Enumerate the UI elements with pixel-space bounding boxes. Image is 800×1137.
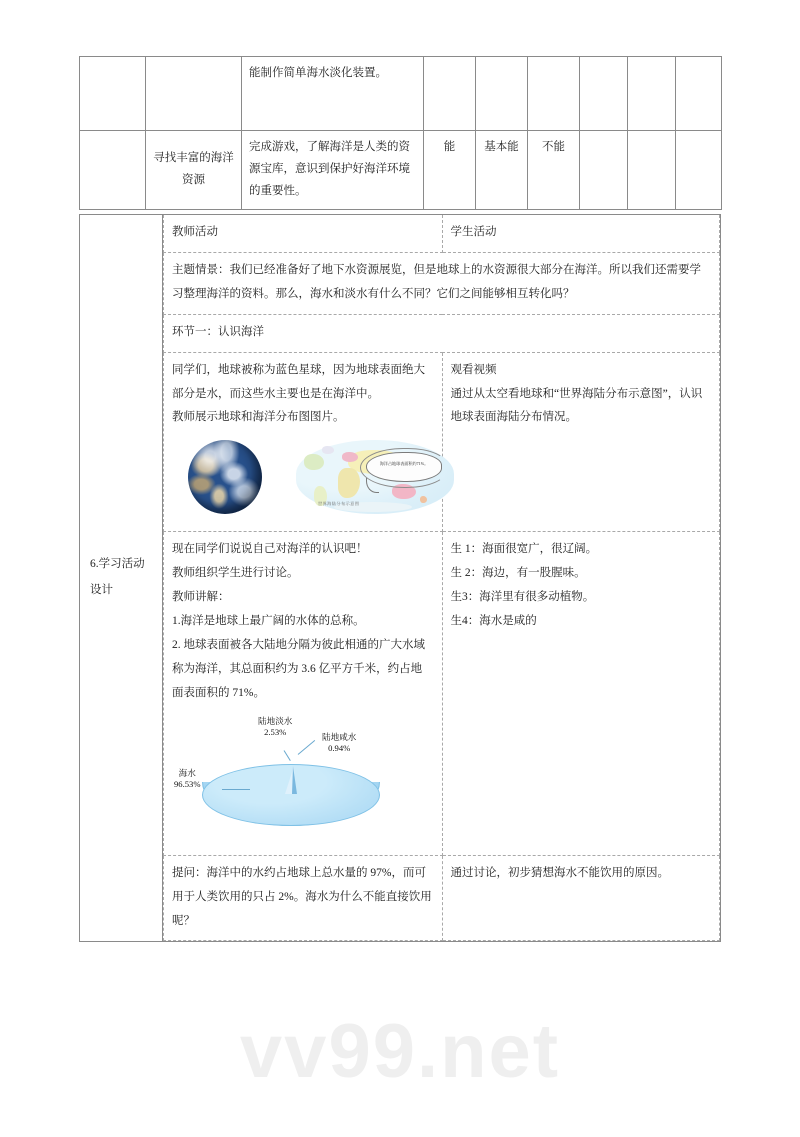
section-title: 环节一：认识海洋 (164, 314, 720, 352)
teacher-block-3 (164, 855, 443, 941)
teacher-line: 提问：海洋中的水约占地球上总水量的 97%，而可用于人类饮用的只占 2%。海水为什么不能直接饮用呢？ (172, 866, 432, 927)
activity-design-table (79, 214, 721, 942)
world-sea-land-map-image (290, 438, 460, 520)
teacher-block-1 (164, 352, 443, 532)
cell-descriptor: 能制作简单海水淡化装置。 (242, 57, 424, 131)
cell-extra-2 (628, 131, 676, 210)
cell-level-1 (424, 57, 476, 131)
row-label-activity-design: 6.学习活动设计 (80, 215, 163, 942)
pie-value-text: 96.53% (174, 778, 201, 789)
teacher-line: 教师展示地球和海洋分布图图片。 (172, 411, 345, 424)
teacher-line: 2. 地球表面被各大陆地分隔为彼此相通的广大水域称为海洋，其总面积约为 3.6 亿平方千米，约占地面表面积的 71%。 (172, 638, 425, 699)
section-title-row (164, 314, 720, 352)
teacher-line: 教师讲解： (172, 591, 230, 604)
cell-extra-2 (628, 57, 676, 131)
pie-label-land-salt-water (322, 732, 356, 754)
pie-label-text: 陆地淡水 (258, 715, 293, 726)
cell-level-2 (476, 57, 528, 131)
teacher-line: 1.海洋是地球上最广阔的水体的总称。 (172, 615, 365, 628)
student-line: 生 2：海边，有一股腥味。 (450, 567, 586, 580)
student-line: 通过从太空看地球和“世界海陆分布示意图”，认识地球表面海陆分布情况。 (450, 387, 703, 424)
watermark: vv99.net (239, 1009, 561, 1094)
cell-level-1: 能 (424, 131, 476, 210)
cell-extra-1 (580, 131, 628, 210)
pie-slice-land-salt-water (292, 766, 297, 794)
teacher-line: 教师组织学生进行讨论。 (172, 567, 299, 580)
activity-block-1 (164, 352, 720, 532)
cell-level-3: 不能 (528, 131, 580, 210)
scenario-row (164, 252, 720, 314)
student-line: 通过讨论，初步猜想海水不能饮用的原因。 (450, 866, 670, 879)
cell-level-2: 基本能 (476, 131, 528, 210)
cell-extra-3 (676, 57, 722, 131)
cell-extra-1 (580, 57, 628, 131)
scenario-text: 主题情景：我们已经准备好了地下水资源展览，但是地球上的水资源很大部分在海洋。所以我们还需要学习整理海洋的资料。那么，海水和淡水有什么不同？它们之间能够相互转化吗？ (164, 252, 720, 314)
student-block-1 (442, 352, 719, 532)
teacher-line: 同学们，地球被称为蓝色星球，因为地球表面绝大部分是水，而这些水主要也是在海洋中。 (172, 363, 425, 400)
cell-level-3 (528, 57, 580, 131)
activity-header-row (164, 215, 720, 252)
assessment-table (79, 56, 722, 210)
pie-label-sea-water (174, 768, 201, 790)
student-block-2 (442, 532, 719, 855)
header-student-activity: 学生活动 (442, 215, 719, 252)
pie-value-text: 2.53% (264, 726, 287, 737)
cell-objective: 寻找丰富的海洋资源 (146, 131, 242, 210)
teacher-block-2 (164, 532, 443, 855)
activity-content-cell (163, 215, 721, 942)
activity-block-2 (164, 532, 720, 855)
cell-extra-3 (676, 131, 722, 210)
landmass-north-america (304, 454, 324, 470)
cell-descriptor: 完成游戏，了解海洋是人类的资源宝库，意识到保护好海洋环境的重要性。 (242, 131, 424, 210)
map-caption: 世界海陆分布示意图 (318, 501, 360, 507)
pie-label-land-fresh-water (258, 716, 292, 738)
earth-from-space-image (188, 440, 262, 514)
table-row (80, 215, 721, 942)
leader-line-land-fresh-water (284, 750, 291, 761)
student-block-3 (442, 855, 719, 941)
pie-label-text: 海水 (178, 767, 196, 778)
student-line: 观看视频 (450, 363, 497, 376)
cell-objective-blank (80, 57, 146, 131)
speech-bubble-text: 海洋占地球表面积约71%。 (379, 461, 429, 467)
student-line: 生 1：海面很宽广，很辽阔。 (450, 543, 598, 556)
activity-inner-table (163, 215, 720, 941)
pie-value-text: 0.94% (328, 742, 351, 753)
header-teacher-activity: 教师活动 (164, 215, 443, 252)
student-line: 生3：海洋里有很多动植物。 (450, 591, 595, 604)
cell-objective-blank (80, 131, 146, 210)
figure-row (172, 438, 434, 520)
cell-objective (146, 57, 242, 131)
activity-block-3 (164, 855, 720, 941)
pie-label-text: 陆地咸水 (322, 731, 357, 742)
student-line: 生4：海水是咸的 (450, 615, 537, 628)
teacher-line: 现在同学们说说自己对海洋的认识吧！ (172, 543, 368, 556)
leader-line-land-salt-water (298, 740, 315, 755)
table-row (80, 131, 722, 210)
table-row (80, 57, 722, 131)
leader-line-sea-water (222, 789, 250, 790)
water-distribution-pie-chart (172, 716, 434, 842)
